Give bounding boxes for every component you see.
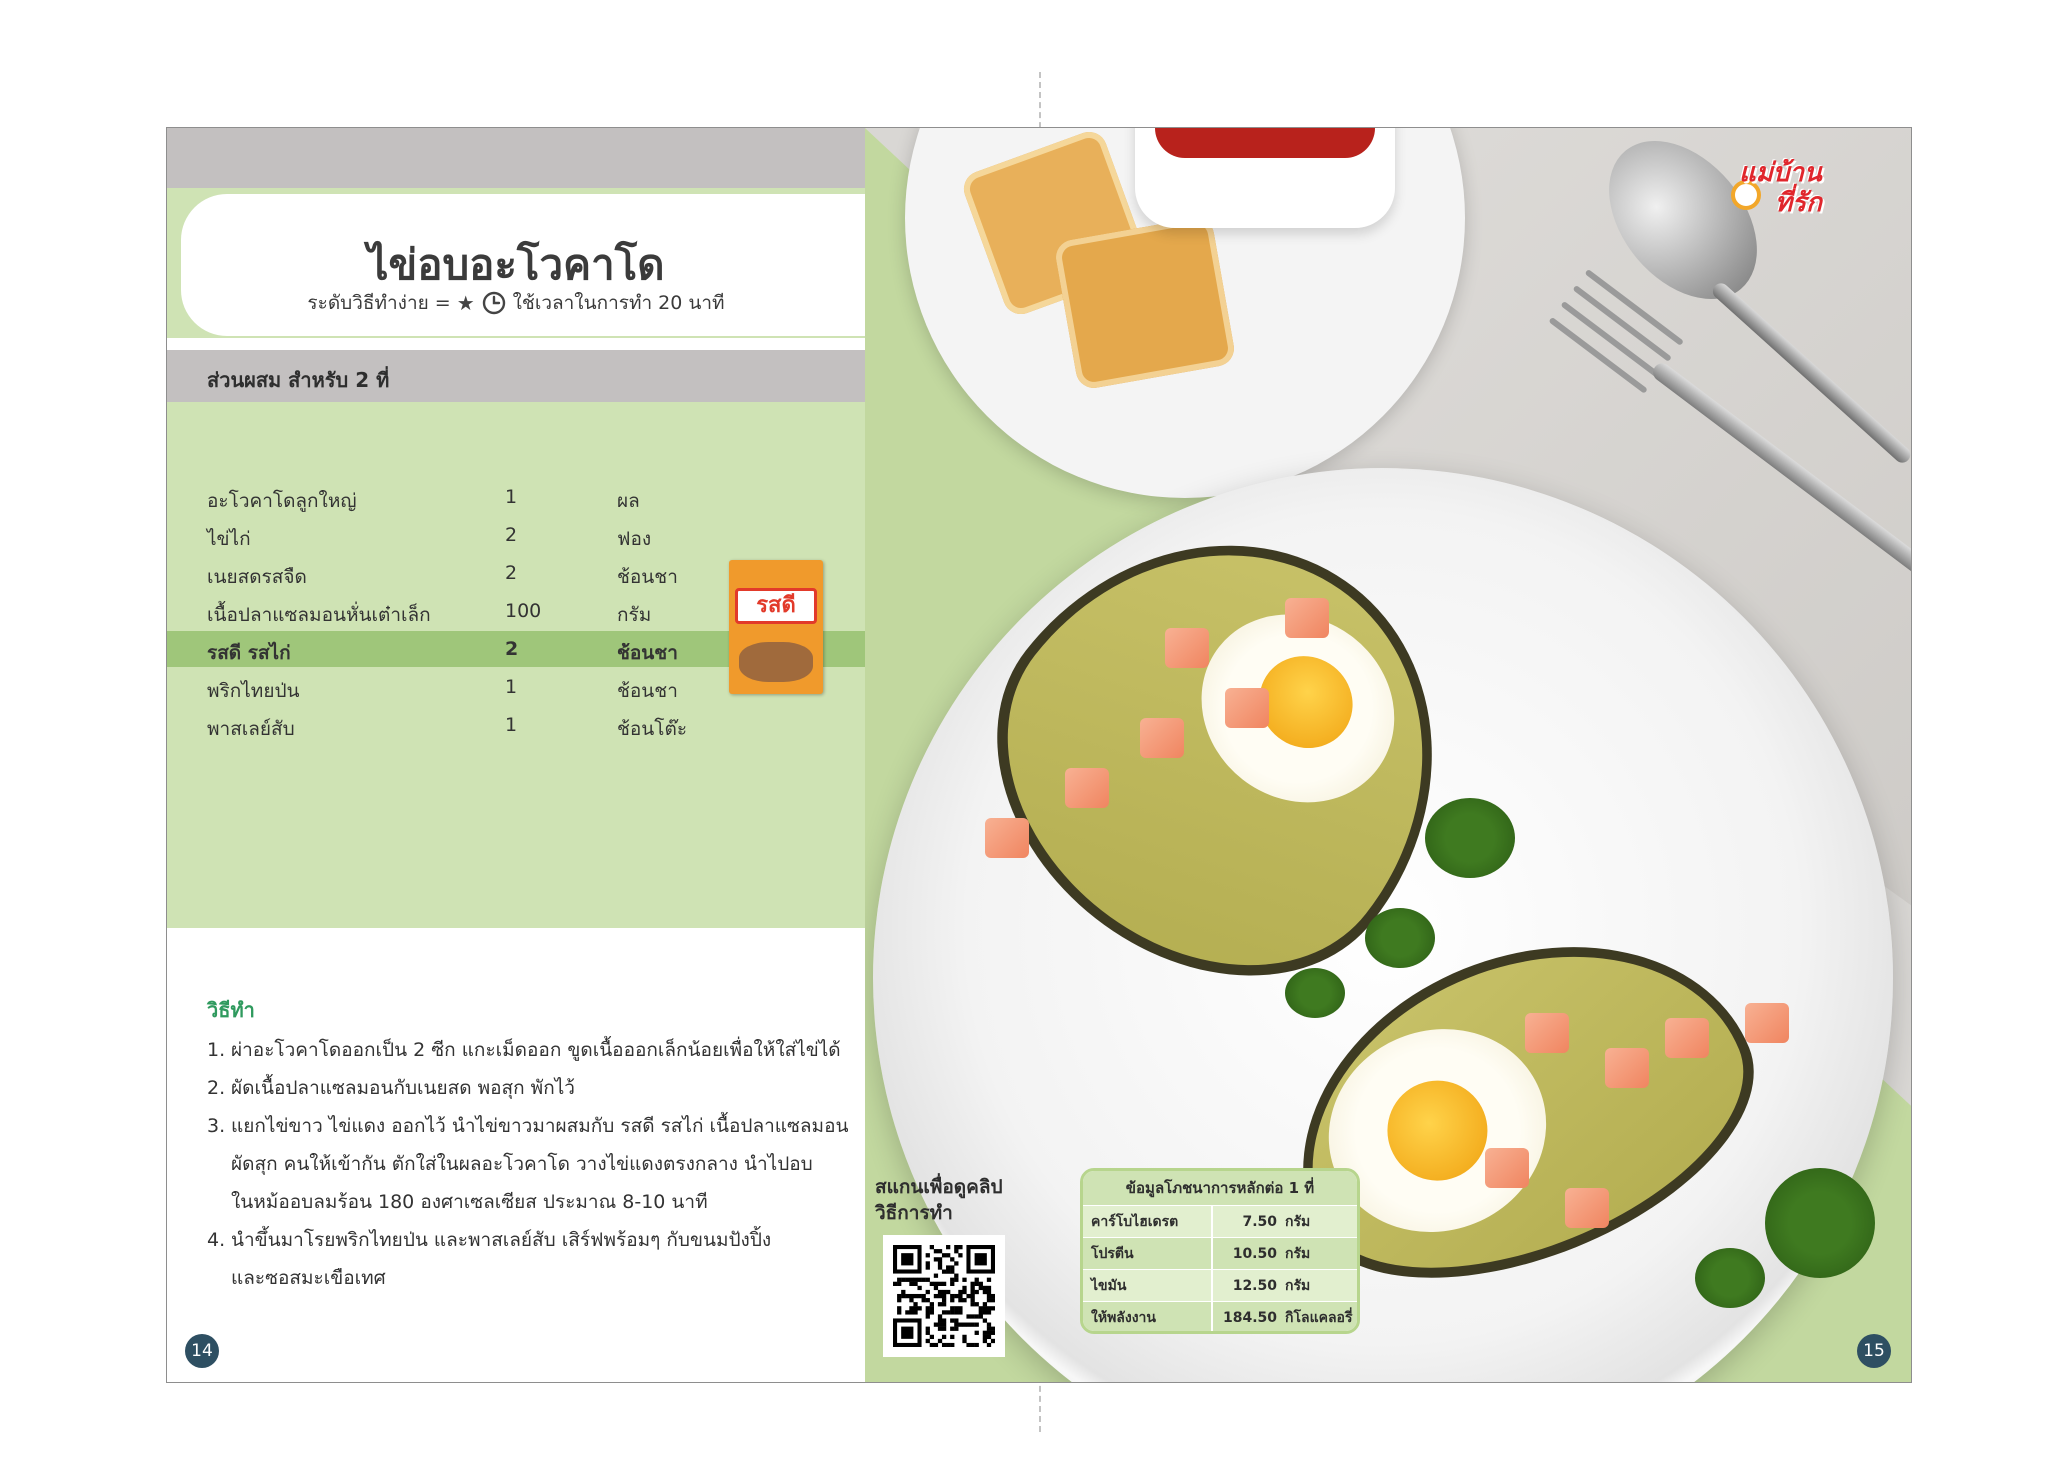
ingredient-name: พาสเลย์สับ	[207, 718, 295, 740]
rosdee-product-sachet	[729, 560, 823, 694]
ingredient-qty: 1	[505, 676, 518, 698]
ingredient-name: เนื้อปลาแซลมอนหั่นเต๋าเล็ก	[207, 604, 431, 626]
qr-code[interactable]	[883, 1235, 1005, 1357]
product-dish-image	[739, 642, 813, 682]
scan-caption-line-2: วิธีการทำ	[875, 1202, 953, 1224]
nutrition-value: 10.50	[1232, 1246, 1277, 1262]
ingredient-row	[167, 517, 865, 553]
ingredient-qty: 1	[505, 714, 518, 736]
nutrition-label: ให้พลังงาน	[1083, 1302, 1213, 1333]
method-step-line	[207, 1145, 813, 1183]
qr-code-icon	[893, 1245, 995, 1347]
step-number: 2.	[207, 1077, 226, 1099]
scan-caption-line-1: สแกนเพื่อดูคลิป	[875, 1176, 1003, 1198]
ingredient-unit: ช้อนชา	[617, 566, 678, 588]
nutrition-unit: กรัม	[1285, 1214, 1311, 1230]
right-page-photo	[865, 128, 1912, 1383]
step-number: 1.	[207, 1039, 226, 1061]
ingredient-name: พริกไทยป่น	[207, 680, 300, 702]
ingredient-name: ไข่ไก่	[207, 528, 251, 550]
ingredient-qty: 2	[505, 638, 519, 660]
sauce-ramekin	[1135, 128, 1395, 228]
method-step-line	[207, 1221, 771, 1259]
step-number: 3.	[207, 1115, 226, 1137]
star-icon: ★	[456, 291, 475, 315]
ingredient-row	[167, 707, 865, 743]
ingredient-qty: 1	[505, 486, 518, 508]
nutrition-label: โปรตีน	[1083, 1238, 1213, 1269]
logo-line-1: แม่บ้าน	[1739, 158, 1822, 188]
salmon-cube	[985, 818, 1029, 858]
salmon-cube	[1605, 1048, 1649, 1088]
ingredient-unit: ช้อนโต๊ะ	[617, 718, 688, 740]
clock-icon	[481, 290, 507, 316]
salmon-cube	[1165, 628, 1209, 668]
salmon-cube	[1485, 1148, 1529, 1188]
ingredient-qty: 2	[505, 562, 518, 584]
nutrition-label: ไขมัน	[1083, 1270, 1213, 1301]
nutrition-unit: กรัม	[1285, 1278, 1311, 1294]
nutrition-unit: กรัม	[1285, 1246, 1311, 1262]
method-step-line	[207, 1069, 575, 1107]
salmon-cube	[1225, 688, 1269, 728]
logo-line-2: ที่รัก	[1775, 188, 1822, 218]
salmon-cube	[1745, 1003, 1789, 1043]
ingredient-unit: ช้อนชา	[617, 642, 678, 664]
difficulty-label: ระดับวิธีทำง่าย =	[307, 292, 451, 314]
tomato-sauce	[1155, 128, 1375, 158]
parsley-garnish	[1425, 798, 1515, 878]
method-step-line	[207, 1107, 848, 1145]
ingredient-qty: 100	[505, 600, 542, 622]
salmon-cube	[1665, 1018, 1709, 1058]
step-text: ในหม้ออบลมร้อน 180 องศาเซลเซียส ประมาณ 8-10 นาที	[231, 1191, 708, 1213]
page-number-left: 14	[185, 1334, 219, 1368]
product-brand-label: รสดี	[735, 588, 817, 624]
nutrition-row	[1083, 1237, 1357, 1269]
nutrition-title: ข้อมูลโภชนาการหลักต่อ 1 ที่	[1083, 1171, 1357, 1205]
nutrition-label: คาร์โบไฮเดรต	[1083, 1206, 1213, 1237]
ingredient-name: อะโวคาโดลูกใหญ่	[207, 490, 357, 512]
method-step-line	[207, 1031, 841, 1069]
step-text: ผัดเนื้อปลาแซลมอนกับเนยสด พอสุก พักไว้	[231, 1077, 575, 1099]
recipe-subtitle	[167, 288, 865, 318]
method-heading: วิธีทำ	[207, 998, 255, 1022]
salmon-cube	[1140, 718, 1184, 758]
ingredient-qty: 2	[505, 524, 518, 546]
ingredient-unit: ฟอง	[617, 528, 652, 550]
salmon-cube	[1285, 598, 1329, 638]
nutrition-row	[1083, 1269, 1357, 1301]
ingredients-heading: ส่วนผสม สำหรับ 2 ที่	[207, 368, 390, 392]
recipe-title: ไข่อบอะโวคาโด	[367, 240, 665, 289]
page-number-right: 15	[1857, 1334, 1891, 1368]
ingredient-name: รสดี รสไก่	[207, 642, 291, 664]
ingredient-unit: ผล	[617, 490, 640, 512]
salmon-cube	[1525, 1013, 1569, 1053]
parsley-garnish	[1365, 908, 1435, 968]
scan-caption	[875, 1174, 1003, 1226]
nutrition-value: 7.50	[1242, 1214, 1277, 1230]
ingredient-unit: ช้อนชา	[617, 680, 678, 702]
nutrition-unit: กิโลแคลอรี่	[1285, 1310, 1353, 1326]
step-number: 4.	[207, 1229, 226, 1251]
nutrition-rows	[1083, 1205, 1357, 1333]
nutrition-row	[1083, 1301, 1357, 1333]
time-label: ใช้เวลาในการทำ 20 นาที	[512, 292, 725, 314]
parsley-garnish	[1765, 1168, 1875, 1278]
salmon-cube	[1565, 1188, 1609, 1228]
step-text: แยกไข่ขาว ไข่แดง ออกไว้ นำไข่ขาวมาผสมกับ รสดี รสไก่ เนื้อปลาแซลมอน	[231, 1115, 849, 1137]
step-text: ผ่าอะโวคาโดออกเป็น 2 ซีก แกะเม็ดออก ขูดเนื้อออกเล็กน้อยเพื่อให้ใส่ไข่ได้	[231, 1039, 841, 1061]
nutrition-value: 184.50	[1222, 1310, 1277, 1326]
step-text: นำขึ้นมาโรยพริกไทยป่น และพาสเลย์สับ เสิร์ฟพร้อมๆ กับขนมปังปิ้ง	[231, 1229, 772, 1251]
ingredient-row	[167, 479, 865, 515]
nutrition-value: 12.50	[1232, 1278, 1277, 1294]
salmon-cube	[1065, 768, 1109, 808]
step-text: ผัดสุก คนให้เข้ากัน ตักใส่ในผลอะโวคาโด วางไข่แดงตรงกลาง นำไปอบ	[231, 1153, 813, 1175]
method-step-line	[207, 1183, 708, 1221]
method-step-line	[207, 1259, 386, 1297]
recipe-spread	[166, 127, 1912, 1383]
mae-baan-tee-rak-logo	[1725, 152, 1875, 218]
step-text: และซอสมะเขือเทศ	[231, 1267, 386, 1289]
parsley-garnish	[1695, 1248, 1765, 1308]
ingredient-unit: กรัม	[617, 604, 652, 626]
nutrition-row	[1083, 1205, 1357, 1237]
toast-slice	[1053, 215, 1237, 391]
header-gray-band	[167, 128, 865, 188]
nutrition-box	[1080, 1168, 1360, 1334]
parsley-garnish	[1285, 968, 1345, 1018]
ingredient-name: เนยสดรสจืด	[207, 566, 307, 588]
left-page	[167, 128, 865, 1383]
